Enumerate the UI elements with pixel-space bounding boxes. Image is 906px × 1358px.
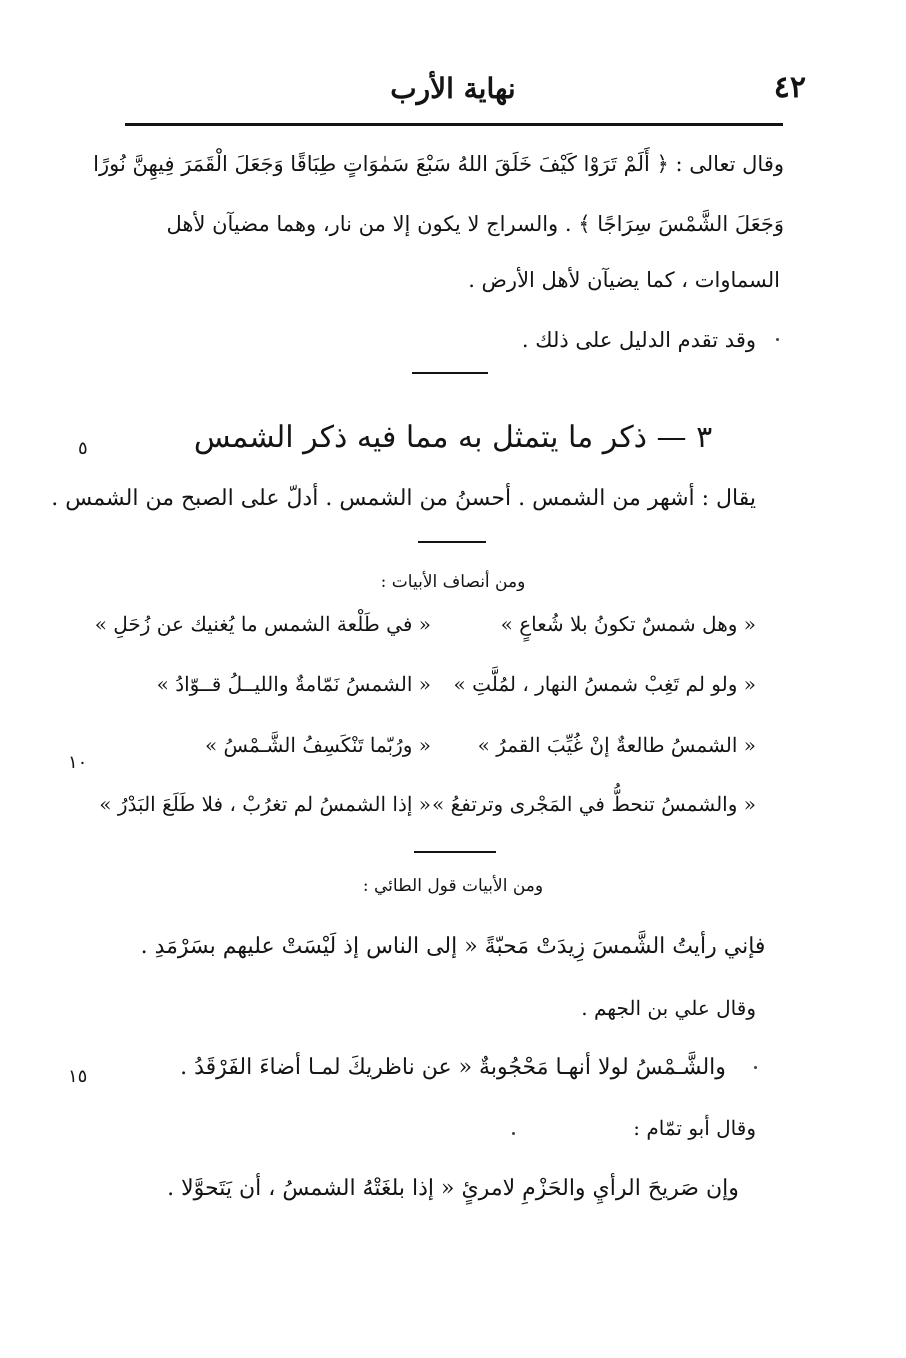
margin-dot (512, 1132, 515, 1135)
line-number-5: ٥ (78, 438, 88, 459)
page-number: ٤٢ (773, 70, 806, 105)
half-verse: « وهل شمسٌ تكونُ بلا شُعاعٍ » (500, 612, 756, 636)
paragraph-line-2: وَجَعَلَ الشَّمْسَ سِرَاجًا ﴾ . والسراج لا يكون إلا من نار، وهما مضيآن لأهل (166, 212, 784, 236)
half-verse: « في طَلْعة الشمس ما يُغنيك عن زُحَلِ » (94, 612, 431, 636)
margin-dot (754, 1066, 757, 1069)
half-verse: « ورُبّما تَنْكَسِفُ الشَّـمْسُ » (204, 733, 431, 757)
half-verse: « والشمسُ تنحطُّ في المَجْرى وترتفعُ » (432, 792, 756, 816)
section-divider (414, 851, 496, 853)
sayings-line: يقال : أشهر من الشمس . أحسنُ من الشمس . أدلّ على الصبح من الشمس . (51, 486, 756, 511)
half-verse: « ولو لم تَغِبْ شمسُ النهار ، لمُلَّتِ » (453, 672, 756, 696)
abu-tammam-intro: وقال أبو تمّام : (633, 1116, 756, 1140)
ibn-jahm-intro: وقال علي بن الجهم . (581, 996, 756, 1020)
section-divider (418, 541, 486, 543)
header-rule (125, 123, 783, 126)
half-verse: « الشمسُ طالعةٌ إنْ غُيِّبَ القمرُ » (477, 733, 756, 757)
tai-verse: فإني رأيتُ الشَّمسَ زِيدَتْ مَحبّةً « إلى الناس إذ لَيْسَتْ عليهم بسَرْمَدِ . (140, 934, 766, 959)
half-verse: « الشمسُ نَمّامةٌ والليــلُ قــوّادُ » (156, 672, 431, 696)
tai-intro: ومن الأبيات قول الطائي : (362, 876, 544, 896)
ibn-jahm-verse: والشَّـمْسُ لولا أنهـا مَحْجُوبةٌ « عن ناظريكَ لمـا أضاءَ الفَرْقَدُ . (180, 1055, 726, 1080)
margin-dot (776, 338, 779, 341)
half-verses-intro: ومن أنصاف الأبيات : (380, 572, 526, 592)
line-number-10: ١٠ (68, 752, 88, 773)
section-divider (412, 372, 488, 374)
paragraph-line-4: وقد تقدم الدليل على ذلك . (521, 328, 756, 352)
abu-tammam-verse: وإن صَريحَ الرأيِ والحَزْمِ لامرئٍ « إذا بلغَتْهُ الشمسُ ، أن يَتَحوَّلا . (167, 1176, 739, 1201)
paragraph-line-3: السماوات ، كما يضيآن لأهل الأرض . (468, 268, 780, 292)
paragraph-line-1: وقال تعالى : ﴿ أَلَمْ تَرَوْا كَيْفَ خَلَقَ اللهُ سَبْعَ سَمٰوَاتٍ طِبَاقًا وَجَعَلَ الْقَمَرَ فِيهِنَّ نُورًا (93, 152, 784, 176)
section-heading: ٣ — ذكر ما يتمثل به مما فيه ذكر الشمس (193, 420, 713, 455)
running-title: نهاية الأرب (390, 72, 516, 105)
line-number-15: ١٥ (68, 1066, 88, 1087)
half-verse: « إذا الشمسُ لم تغرُبْ ، فلا طَلَعَ البَدْرُ » (99, 792, 431, 816)
